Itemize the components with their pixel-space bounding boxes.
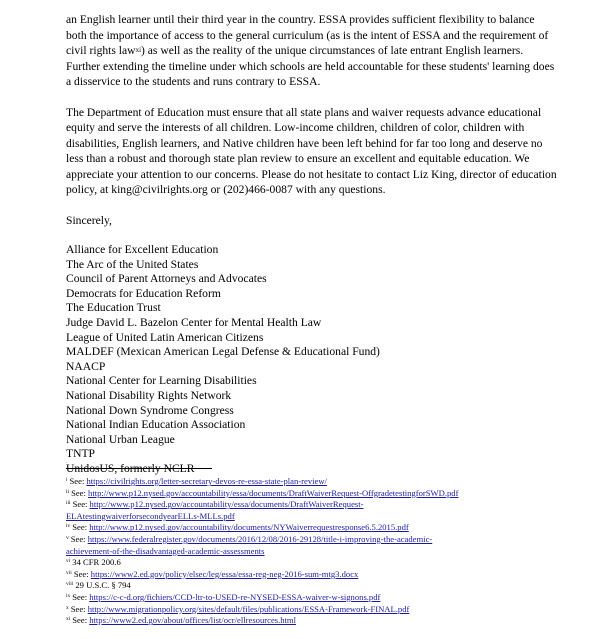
footnote-text: 29 U.S.C. § 794 xyxy=(75,580,131,591)
footnote-mark: vii xyxy=(66,569,72,576)
footnote-link[interactable]: https://c-c-d.org/fichiers/CCD-ltr-to-USED-re-NYSED-ESSA-waiver-w-signons.pdf xyxy=(89,591,381,602)
text-fragment: civil rights law xyxy=(66,44,136,57)
text-line: policy, at king@civilrights.org or (202)466-0087 with any questions. xyxy=(66,183,386,196)
signatory: UnidosUS, formerly NCLR xyxy=(66,461,195,475)
footnote-text: See: xyxy=(71,487,89,498)
footnote-link[interactable]: https://www.federalregister.gov/documents/2016/12/08/2016-29128/title-i-improving-the-academic- xyxy=(87,533,433,544)
footnote-divider xyxy=(66,468,212,469)
footnote-mark: xi xyxy=(66,616,71,623)
footnote-mark: viii xyxy=(66,581,74,588)
footnote-mark: i xyxy=(66,477,68,483)
footnote-link[interactable]: http://www.migrationpolicy.org/sites/default/files/publications/ESSA-Framework-FINAL.pdf xyxy=(87,603,410,614)
footnote-link[interactable]: https://www2.ed.gov/policy/elsec/leg/essa/essa-reg-neg-2016-sum-mtg3.docx xyxy=(90,568,359,579)
footnote-continuation xyxy=(66,511,566,523)
signatory: National Urban League xyxy=(66,432,175,446)
footnote-text: See: xyxy=(72,522,90,533)
footnote-text: See: xyxy=(73,568,91,579)
signatory: Democrats for Education Reform xyxy=(66,286,221,300)
footnote-continuation xyxy=(66,546,566,558)
text-line: less than a robust and thorough state plan review to ensure an excellent and equitable education. We xyxy=(66,152,530,165)
footnote-mark: ix xyxy=(66,592,71,599)
signatory: National Disability Rights Network xyxy=(66,388,232,402)
footnote-text: See: xyxy=(72,499,90,510)
footnote-link[interactable]: https://www2.ed.gov/about/offices/list/ocr/ellresources.html xyxy=(89,615,297,626)
footnote xyxy=(66,476,566,488)
footnote-text: See: xyxy=(72,591,90,602)
signatory: TNTP xyxy=(66,447,95,461)
text-line: an English learner until their third year in the country. ESSA provides sufficient flexibility to balance xyxy=(66,13,535,26)
signatory: Council of Parent Attorneys and Advocates xyxy=(66,272,267,286)
footnote-ref[interactable]: xi xyxy=(135,46,142,54)
signatory: MALDEF (Mexican American Legal Defense & Educational Fund) xyxy=(66,345,380,359)
text-line: The Department of Education must ensure that all state plans and waiver requests advance educational xyxy=(66,105,542,119)
footnote xyxy=(66,534,566,546)
footnote-text: 34 CFR 200.6 xyxy=(72,557,121,568)
signatory: League of United Latin American Citizens xyxy=(66,330,264,344)
paragraph-equity xyxy=(66,105,566,198)
signatory: The Arc of the United States xyxy=(66,257,199,271)
footnote-text: See: xyxy=(70,533,88,544)
footnote xyxy=(66,604,566,616)
footnote-link[interactable]: achievement-of-the-disadvantaged-academic-assessments xyxy=(66,545,265,556)
text-line: appreciate your attention to our concerns. Please do not hesitate to contact Liz King, director of education xyxy=(66,167,557,181)
text-line xyxy=(66,43,566,59)
footnote-mark: iii xyxy=(66,500,71,507)
footnote-link[interactable]: ELAtestingwaiverforsecondyearELLs-MLLs.pdf xyxy=(66,510,235,521)
signatory: Judge David L. Bazelon Center for Mental Health Law xyxy=(66,315,322,329)
footnote xyxy=(66,557,566,569)
footnote xyxy=(66,569,566,581)
footnote-link[interactable]: https://civilrights.org/letter-secretary-devos-re-essa-state-plan-review/ xyxy=(86,476,327,486)
text-fragment: ) as well as the reality of the unique circumstances of late entrant English learners. xyxy=(141,44,524,57)
signatory: National Down Syndrome Congress xyxy=(66,403,234,417)
text-line: disabilities, English learners, and Native children have been left behind for far too long and deserve no xyxy=(66,136,543,150)
letter-body xyxy=(66,12,566,477)
footnote-text: See: xyxy=(70,603,88,614)
footnote-mark: x xyxy=(66,604,69,611)
footnote xyxy=(66,488,566,500)
footnote-list xyxy=(66,476,566,627)
footnote-text: See: xyxy=(69,476,87,486)
footnote xyxy=(66,499,566,511)
signatory-list xyxy=(66,243,566,477)
footnote-text: See: xyxy=(72,615,90,626)
footnote-link[interactable]: http://www.p12.nysed.gov/accountability/documents/NYWaiverrequestresponse6.5.2015.pdf xyxy=(89,522,409,533)
footnote-mark: v xyxy=(66,534,69,541)
footnote-mark: vi xyxy=(66,558,71,565)
footnote xyxy=(66,580,566,592)
text-line: equity and serve the interests of all children. Low-income children, children of color, children with xyxy=(66,121,525,134)
signatory: NAACP xyxy=(66,359,106,373)
footnote-mark: iv xyxy=(66,523,71,530)
text-line: a disservice to the students and runs contrary to ESSA. xyxy=(66,75,321,88)
footnote xyxy=(66,615,566,627)
footnote-link[interactable]: http://www.p12.nysed.gov/accountability/essa/documents/DraftWaiverRequest-OffgradetestingforSWD.pdf xyxy=(88,487,459,498)
paragraph-late-entrant xyxy=(66,12,566,90)
text-line: both the importance of access to the general curriculum (as is the intent of ESSA and the requirement of xyxy=(66,28,549,42)
signatory: National Indian Education Association xyxy=(66,418,246,432)
signatory: National Center for Learning Disabilities xyxy=(66,374,257,388)
footnote-mark: ii xyxy=(66,488,70,495)
signatory: Alliance for Excellent Education xyxy=(66,243,219,256)
text-line: Further extending the timeline under which schools are held accountable for these students' learning does xyxy=(66,59,555,73)
closing: Sincerely, xyxy=(66,213,112,227)
footnote-link[interactable]: http://www.p12.nysed.gov/accountability/essa/documents/DraftWaiverRequest- xyxy=(89,499,364,510)
footnote xyxy=(66,592,566,604)
signatory: The Education Trust xyxy=(66,301,161,315)
footnote xyxy=(66,522,566,534)
